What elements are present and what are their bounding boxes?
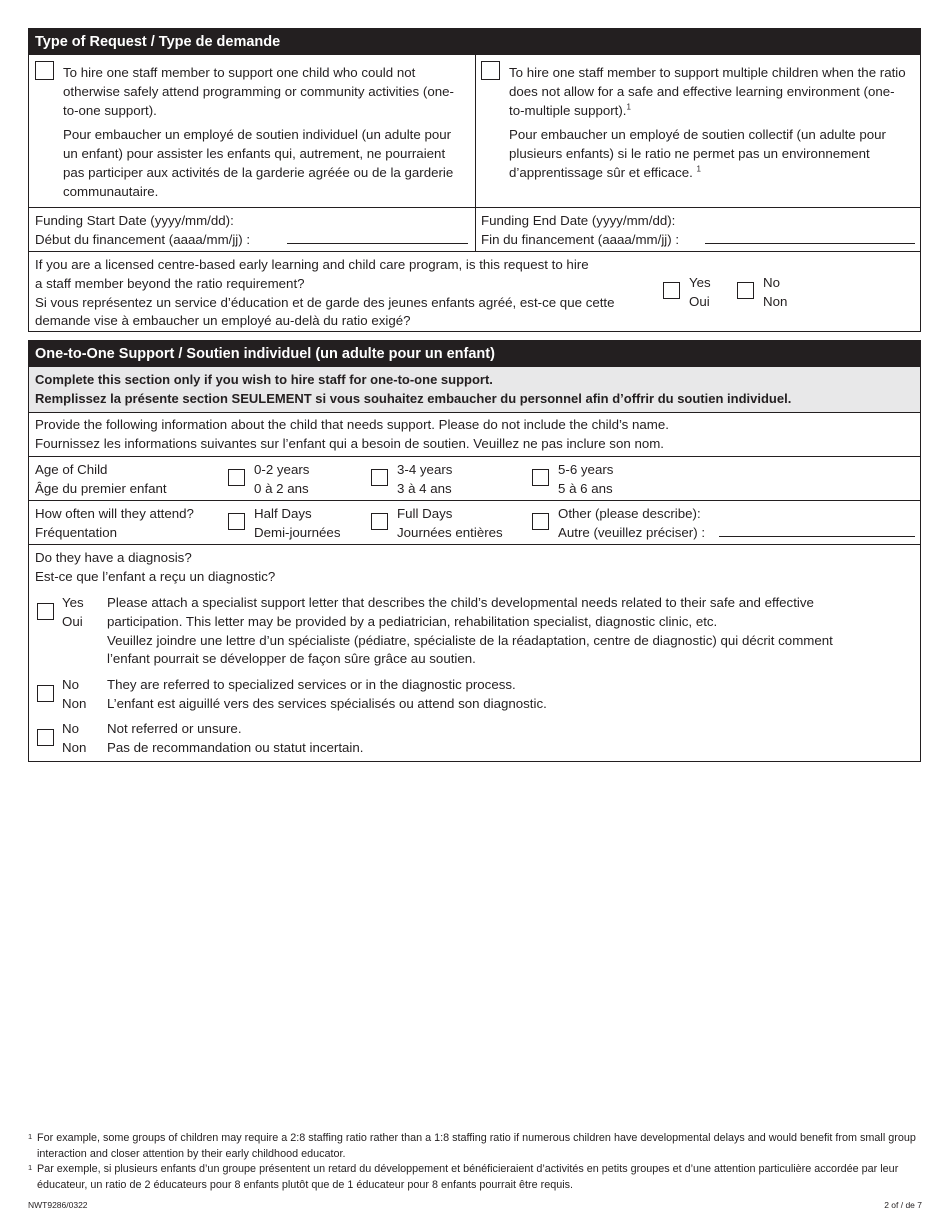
diagnosis-referred-desc: L’enfant est aiguillé vers des services spécialisés ou attend son diagnostic. [107,695,547,711]
start-date-label-fr: Début du financement (aaaa/mm/jj) : [35,231,251,247]
ratio-question-fr-1: Si vous représentez un service d’éducation et de garde des jeunes enfants agréé, est-ce que cette [35,294,615,310]
end-date-label-en: Funding End Date (yyyy/mm/dd): [481,213,676,228]
type-of-request-section [28,28,921,332]
ratio-question-en-2: a staff member beyond the ratio requirement? [35,275,305,291]
diagnosis-referred-desc: They are referred to specialized services or in the diagnostic process. [107,677,516,692]
one-to-one-option [29,55,475,207]
diagnosis-no-unsure-checkbox[interactable] [37,729,54,746]
funding-dates-row [29,207,920,251]
diagnosis-no-label-fr: Non [62,739,87,755]
start-date-label-en: Funding Start Date (yyyy/mm/dd): [35,213,234,228]
one-to-multiple-text-fr: Pour embaucher un employé de soutien collectif (un adulte pour plusieurs enfants) si le ratio ne permet pas un environnement d’apprentissage sûr et efficace. [509,127,886,180]
age-0-2-checkbox[interactable] [228,469,245,486]
diagnosis-question-fr: Est-ce que l’enfant a reçu un diagnostic? [35,568,276,584]
age-3-4-label-fr: 3 à 4 ans [397,480,452,496]
end-date-label-fr: Fin du financement (aaaa/mm/jj) : [481,231,680,247]
request-options-row [29,55,920,207]
one-to-one-support-section [28,340,921,762]
ratio-yes-label-en: Yes [689,275,711,290]
age-5-6-label-fr: 5 à 6 ans [558,480,613,496]
age-0-2-label-fr: 0 à 2 ans [254,480,309,496]
diagnosis-yes-desc: Please attach a specialist support letter that describes the child’s developmental needs related to their safe and effective [107,595,814,610]
child-info-en: Provide the following information about the child that needs support. Please do not include the child’s name. [35,417,669,432]
diagnosis-yes-label-fr: Oui [62,613,83,629]
ratio-question-en-1: If you are a licensed centre-based early learning and child care program, is this request to hire [35,257,589,272]
ratio-question-fr-2: demande vise à embaucher un employé au-delà du ratio exigé? [35,313,411,329]
diagnosis-question-en: Do they have a diagnosis? [35,550,192,565]
age-label-fr: Âge du premier enfant [35,480,167,496]
age-of-child-row [29,456,920,500]
section-header-one-to-one: One-to-One Support / Soutien individuel (un adulte pour un enfant) [29,341,920,367]
ratio-yes-checkbox[interactable] [663,282,680,299]
one-to-one-text-fr: Pour embaucher un employé de soutien individuel (un adulte pour un enfant) pour assister les enfants qui, autrement, ne pourraient pas participer aux activités de la garderie agréée ou de la garderie communautaire. [63,127,454,199]
age-5-6-label-en: 5-6 years [558,462,614,477]
ratio-no-label-fr: Non [763,293,788,309]
diagnosis-yes-label-en: Yes [62,595,84,610]
other-label-en: Other (please describe): [558,506,701,521]
age-5-6-checkbox[interactable] [532,469,549,486]
full-days-label-fr: Journées entières [397,524,503,540]
footnote-fr [28,1162,921,1193]
other-attendance-checkbox[interactable] [532,513,549,530]
age-3-4-label-en: 3-4 years [397,462,453,477]
diagnosis-unsure-desc: Pas de recommandation ou statut incertain. [107,739,364,755]
age-label-en: Age of Child [35,462,108,477]
diagnosis-row [29,544,920,761]
ratio-no-checkbox[interactable] [737,282,754,299]
diagnosis-yes-desc: l’enfant pourrait se développer de façon sûre grâce au soutien. [107,651,476,667]
start-date-field[interactable] [287,243,468,244]
one-to-one-checkbox[interactable] [35,61,54,80]
full-days-label-en: Full Days [397,506,453,521]
diagnosis-no-label-en: No [62,721,79,736]
age-0-2-label-en: 0-2 years [254,462,310,477]
footnote-fr-text: Par exemple, si plusieurs enfants d’un groupe présentent un retard du développement et bénéficieraient d’activités en petits groupes et d’une attention particulière accordée par leur éducateur, un ratio de 2 éducateurs pour 8 enfants plutôt que de 1 éducateur pour 8 enfants pourrait être requis. [37,1163,899,1191]
one-to-multiple-option [475,55,921,207]
age-3-4-checkbox[interactable] [371,469,388,486]
one-to-multiple-checkbox[interactable] [481,61,500,80]
funding-start-date [29,208,475,251]
child-info-row [29,412,920,456]
diagnosis-yes-checkbox[interactable] [37,603,54,620]
diagnosis-no-label-fr: Non [62,695,87,711]
half-days-label-fr: Demi-journées [254,524,341,540]
full-days-checkbox[interactable] [371,513,388,530]
one-to-one-instructions [29,367,920,412]
child-info-fr: Fournissez les informations suivantes sur l’enfant qui a besoin de soutien. Veuillez ne pas inclure son nom. [35,435,664,451]
diagnosis-yes-desc: participation. This letter may be provided by a pediatrician, rehabilitation specialist, diagnostic clinic, etc. [107,613,718,629]
instructions-en: Complete this section only if you wish to hire staff for one-to-one support. [35,372,493,387]
diagnosis-yes-desc: Veuillez joindre une lettre d’un spécialiste (pédiatre, spécialiste de la réadaptation, centre de diagnostic) qui décrit comment [107,632,833,648]
diagnosis-no-referred-checkbox[interactable] [37,685,54,702]
half-days-checkbox[interactable] [228,513,245,530]
page-number: 2 of / de 7 [884,1200,922,1210]
ratio-question-row [29,251,920,331]
one-to-multiple-text-en: To hire one staff member to support multiple children when the ratio does not allow for a safe and effective learning environment (one-to-multiple support). [509,65,906,118]
attend-label-en: How often will they attend? [35,506,194,521]
footnote-en-text: For example, some groups of children may require a 2:8 staffing ratio rather than a 1:8 staffing ratio if numerous children have developmental delays and would benefit from small group interaction and closer attention by their early childhood educator. [37,1132,916,1160]
attend-label-fr: Fréquentation [35,524,118,540]
instructions-fr: Remplissez la présente section SEULEMENT si vous souhaitez embaucher du personnel afin d’offrir du soutien individuel. [35,390,792,406]
ratio-yes-label-fr: Oui [689,293,710,309]
one-to-one-text-en: To hire one staff member to support one child who could not otherwise safely attend programming or community activities (one-to-one support). [63,65,454,118]
other-attendance-field[interactable] [719,536,915,537]
attendance-row [29,500,920,544]
funding-end-date [475,208,921,251]
footnote-en-mark: 1 [28,1132,33,1141]
footnote-fr-mark: 1 [28,1163,33,1172]
ratio-no-label-en: No [763,275,780,290]
form-number: NWT9286/0322 [28,1200,88,1210]
footnote-mark: 1 [696,164,701,174]
diagnosis-unsure-desc: Not referred or unsure. [107,721,242,736]
half-days-label-en: Half Days [254,506,312,521]
diagnosis-no-label-en: No [62,677,79,692]
end-date-field[interactable] [705,243,915,244]
footnote-mark: 1 [626,102,631,112]
section-header-type-of-request: Type of Request / Type de demande [29,29,920,55]
other-label-fr: Autre (veuillez préciser) : [558,524,706,540]
footnote-en [28,1131,921,1162]
